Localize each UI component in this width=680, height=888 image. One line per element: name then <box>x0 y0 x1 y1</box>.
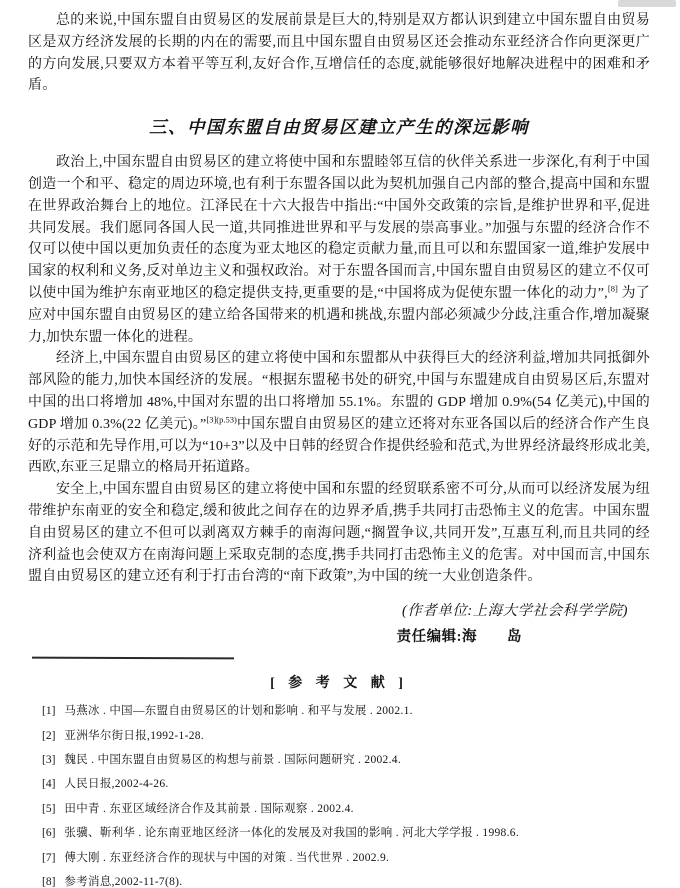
reference-item <box>42 724 650 748</box>
reference-text: 田中青 . 东亚区域经济合作及其前景 . 国际观察 . 2002.4. <box>64 802 354 815</box>
paragraph-text: 安全上,中国东盟自由贸易区的建立将使中国和东盟的经贸联系密不可分,从而可以经济发展为纽带维护东南亚的安全和稳定,缓和彼此之间存在的边界矛盾,携手共同打击恐怖主义的危害。中国东盟自由贸易区的建立不但可以剥离双方棘手的南海问题,“搁置争议,共同开发”,互惠互利,而且共同的经济利益也会使双方在南海问题上采取克制的态度,携手共同打击恐怖主义的危害。对中国而言,中国东盟自由贸易区的建立还有利于打击台湾的“南下政策”,为中国的统一大业创造条件。 <box>28 482 650 585</box>
reference-item <box>42 772 650 796</box>
reference-text: 参考消息,2002-11-7(8). <box>64 875 183 888</box>
reference-label: [8] <box>42 875 56 888</box>
reference-text: 魏民 . 中国东盟自由贸易区的构想与前景 . 国际问题研究 . 2002.4. <box>64 753 401 766</box>
reference-label: [1] <box>42 705 56 718</box>
paragraph-text: 政治上,中国东盟自由贸易区的建立将使中国和东盟睦邻互信的伙伴关系进一步深化,有利于中国创造一个和平、稳定的周边环境,也有利于东盟各国以此为契机加强自己内部的整合,提高中国和东盟在世界政治舞台上的地位。江泽民在十六大报告中指出:“中国外交政策的宗旨,是维护世界和平,促进共同发展。我们愿同各国人民一道,共同推进世界和平与发展的崇高事业。”加强与东盟的经济合作不仅可以使中国以更加负责任的态度为亚太地区的稳定贡献力量,而且可以和东盟国家一道,维护发展中国家的权利和义务,反对单边主义和强权政治。对于东盟各国而言,中国东盟自由贸易区的建立不仅可以使中国为维护东南亚地区的稳定提供支持,更重要的是,“中国将成为促使东盟一体化的动力”, <box>28 155 650 301</box>
references-section <box>28 672 650 888</box>
reference-label: [4] <box>42 778 56 791</box>
reference-item <box>42 748 650 772</box>
citation-superscript: [3](p.53) <box>206 414 237 425</box>
references-heading: [ 参 考 文 献 ] <box>270 676 408 692</box>
reference-label: [6] <box>42 827 56 840</box>
footnote-separator-rule <box>32 657 234 660</box>
body-paragraph <box>28 152 650 348</box>
reference-item <box>42 797 650 821</box>
section-heading: 三、中国东盟自由贸易区建立产生的深远影响 <box>149 117 529 138</box>
citation-superscript: [8] <box>607 283 618 294</box>
reference-label: [2] <box>42 729 56 742</box>
scan-edge-artifact <box>618 0 676 7</box>
author-block <box>28 600 650 648</box>
paragraph-text: 为了应对中国东盟自由贸易区的建立给各国带来的机遇和挑战,东盟内部必须减少分歧,注重合作,增加凝聚力,加快东盟一体化的进程。 <box>28 285 650 345</box>
reference-text: 傅大刚 . 东亚经济合作的现状与中国的对策 . 当代世界 . 2002.9. <box>64 851 390 864</box>
intro-paragraph: 总的来说,中国东盟自由贸易区的发展前景是巨大的,特别是双方都认识到建立中国东盟自由贸易区是双方经济发展的长期的内在的需要,而且中国东盟自由贸易区还会推动东亚经济合作向更深更广的方向发展,只要双方本着平等互利,友好合作,互增信任的态度,就能够很好地解决进程中的困难和矛盾。 <box>28 13 650 94</box>
references-list <box>28 699 650 888</box>
reference-item <box>42 870 650 888</box>
body-paragraph <box>28 479 650 588</box>
reference-label: [3] <box>42 753 56 766</box>
reference-label: [7] <box>42 851 56 864</box>
reference-text: 亚洲华尔街日报,1992-1-28. <box>64 729 204 742</box>
intro-section <box>28 10 650 97</box>
body-paragraph <box>28 348 650 479</box>
author-affiliation: (作者单位:上海大学社会科学学院) <box>402 603 628 620</box>
paragraph-text: 中国东盟自由贸易区的建立还将对东亚各国以后的经济合作产生良好的示范和先导作用,可以为“10+3”以及中日韩的经贸合作提供经验和范式,为世界经济最终形成北美,西欧,东亚三足鼎立的格局开拓道路。 <box>28 416 650 476</box>
editor-credit: 责任编辑:海 岛 <box>396 629 522 646</box>
reference-item <box>42 821 650 845</box>
reference-text: 人民日报,2002-4-26. <box>64 778 169 791</box>
reference-label: [5] <box>42 802 56 815</box>
reference-item <box>42 699 650 723</box>
reference-text: 张骥、靳利华 . 论东南亚地区经济一体化的发展及对我国的影响 . 河北大学学报 . 1998.6. <box>64 827 519 840</box>
reference-item <box>42 846 650 870</box>
body-paragraphs <box>28 152 650 588</box>
reference-text: 马燕冰 . 中国—东盟自由贸易区的计划和影响 . 和平与发展 . 2002.1. <box>64 705 413 718</box>
paragraph-text: 经济上,中国东盟自由贸易区的建立将使中国和东盟都从中获得巨大的经济利益,增加共同抵御外部风险的能力,加快本国经济的发展。“根据东盟秘书处的研究,中国与东盟建成自由贸易区后,东盟对中国的出口将增加 48%,中国对东盟的出口将增加 55.1%。东盟的 GDP 增加 0.9%(54 亿美元),中国的 GDP 增加 0.3%(22 亿美元)。” <box>28 351 650 432</box>
